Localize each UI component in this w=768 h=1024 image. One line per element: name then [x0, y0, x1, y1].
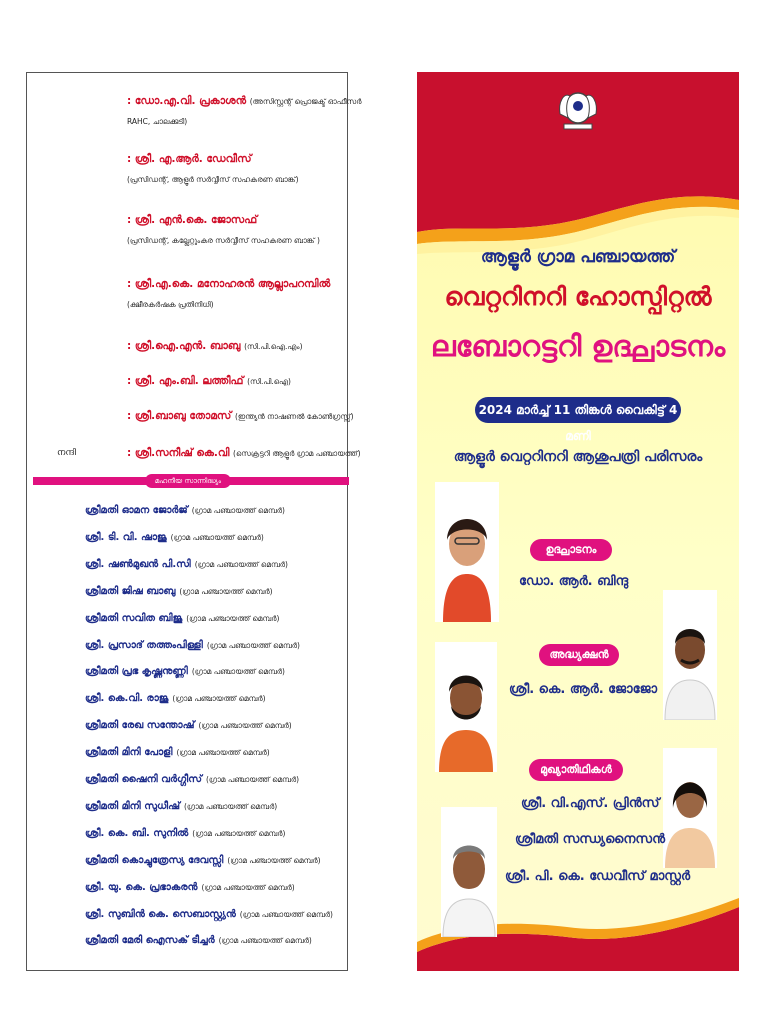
- guest-role: (സെക്രട്ടറി ആളൂർ ഗ്രാമ പഞ്ചായത്ത്): [233, 449, 361, 458]
- guest-name-text: : ശ്രീ. എം.ബി. ലത്തീഫ്: [127, 375, 244, 387]
- member-role: (ഗ്രാമ പഞ്ചായത്ത് മെമ്പർ): [172, 694, 266, 704]
- member-role: (ഗ്രാമ പഞ്ചായത്ത് മെമ്പർ): [194, 559, 288, 569]
- chief-guests-label: മുഖ്യാതിഥികൾ: [529, 759, 623, 781]
- guest-name-text: : ശ്രീ.സനീഷ് കെ.വി: [127, 447, 230, 459]
- member-role: (ഗ്രാമ പഞ്ചായത്ത് മെമ്പർ): [176, 748, 270, 758]
- guest-role: (സി.പി.ഐ.എം): [244, 342, 303, 351]
- member-row: [85, 666, 285, 677]
- kerala-emblem-icon: [554, 84, 602, 140]
- member-row: [85, 882, 295, 893]
- chief-guest-name: ശ്രീ. പി. കെ. ഡേവീസ് മാസ്റ്റർ: [505, 869, 691, 884]
- presence-heading: മഹനീയ സാന്നിദ്ധ്യം: [145, 474, 231, 488]
- member-name: ശ്രീ. കെ.വി. രാജു: [85, 693, 169, 705]
- guest-subtitle: (പ്രസിഡന്റ്, ആളൂർ സർവ്വീസ് സഹകരണ ബാങ്ക്): [127, 175, 299, 184]
- member-role: (ഗ്രാമ പഞ്ചായത്ത് മെമ്പർ): [206, 640, 300, 650]
- guest-entry: [127, 153, 347, 185]
- member-role: (ഗ്രാമ പഞ്ചായത്ത് മെമ്പർ): [218, 936, 312, 946]
- member-role: (ഗ്രാമ പഞ്ചായത്ത് മെമ്പർ): [201, 882, 295, 892]
- member-row: [85, 505, 285, 516]
- member-role: (ഗ്രാമ പഞ്ചായത്ത് മെമ്പർ): [239, 909, 333, 919]
- member-role: (ഗ്രാമ പഞ്ചായത്ത് മെമ്പർ): [205, 775, 300, 784]
- chief-guest-name: ശ്രീമതി സന്ധ്യനൈസൻ: [515, 832, 666, 847]
- member-role: (ഗ്രാമ പഞ്ചായത്ത് മെമ്പർ): [191, 506, 285, 515]
- member-row: [85, 640, 300, 651]
- member-row: [85, 720, 292, 731]
- member-row: [85, 532, 264, 543]
- chief-guest-photo-man: [441, 807, 497, 937]
- member-role: (ഗ്രാമ പഞ്ചായത്ത് മെമ്പർ): [198, 721, 292, 731]
- guest-entry: [127, 95, 362, 127]
- guest-subtitle: (പ്രസിഡന്റ്, കല്ലേറ്റുംകര സർവ്വീസ് സഹകരണ ബാങ്ക് ): [127, 236, 320, 245]
- member-row: [85, 613, 279, 624]
- guest-name-text: : ശ്രീ. എ.ആർ. ഡേവീസ്: [127, 153, 252, 165]
- member-name: ശ്രീമതി ജിഷ ബാബു: [85, 585, 176, 597]
- guest-role: (ഇന്ത്യൻ നാഷണൽ കോൺഗ്രസ്സ്): [235, 412, 354, 421]
- member-name: ശ്രീമതി ഷൈനി വർഗ്ഗീസ്: [85, 774, 202, 785]
- panchayat-title: ആളൂർ ഗ്രാമ പഞ്ചായത്ത്: [480, 247, 676, 267]
- president-label: അദ്ധ്യക്ഷൻ: [539, 644, 619, 666]
- hospital-title: വെറ്ററിനറി ഹോസ്പിറ്റൽ: [444, 282, 712, 311]
- guest-entry: [127, 447, 361, 460]
- event-datetime: 2024 മാർച്ച് 11 തിങ്കൾ വൈകിട്ട് 4 മണി: [475, 397, 681, 423]
- event-venue: ആളൂർ വെറ്ററിനറി ആശുപത്രി പരിസരം: [453, 449, 703, 465]
- member-name: ശ്രീമതി മേരി ഐസക് ടീച്ചർ: [85, 935, 215, 947]
- member-name: ശ്രീമതി മിനി പോളി: [85, 747, 173, 759]
- guest-name-text: : ശ്രീ. എൻ.കെ. ജോസഫ്: [127, 214, 258, 226]
- member-name: ശ്രീ. യു. കെ. പ്രഭാകരൻ: [85, 881, 198, 893]
- member-role: (ഗ്രാമ പഞ്ചായത്ത് മെമ്പർ): [179, 586, 273, 596]
- guest-role: (അസിസ്റ്റന്റ് പ്രൊജക്ട് ഓഫീസർ: [249, 97, 362, 106]
- member-name: ശ്രീ. കെ. ബി. സുനിൽ: [85, 827, 189, 839]
- guest-entry: [127, 410, 354, 423]
- guest-subtitle: (ക്ഷീരകർഷക പ്രതിനിധി): [127, 300, 214, 309]
- member-row: [85, 801, 277, 812]
- member-name: ശ്രീ. സുബിൻ കെ. സെബാസ്റ്റ്യൻ: [85, 908, 236, 920]
- member-row: [85, 855, 321, 866]
- member-name: ശ്രീമതി മിനി സുധീഷ്: [85, 800, 180, 812]
- member-row: [85, 693, 266, 704]
- guest-entry: [127, 214, 347, 246]
- guest-entry: [127, 340, 347, 353]
- guest-entry: [127, 375, 347, 388]
- guest-role: (സി.പി.ഐ): [247, 377, 291, 386]
- guest-name-text: : ശ്രീ.ഐ.എൻ. ബാബു: [127, 340, 241, 352]
- member-role: (ഗ്രാമ പഞ്ചായത്ത് മെമ്പർ): [191, 667, 285, 677]
- member-name: ശ്രീ. ഷൺമുഖൻ പി.സി: [85, 558, 191, 570]
- member-name: ശ്രീമതി സവിത ബിജു: [85, 612, 183, 624]
- member-row: [85, 909, 333, 920]
- chief-guest-name: ശ്രീ. വി.എസ്. പ്രിൻസ്: [521, 796, 660, 811]
- member-row: [85, 828, 285, 839]
- inaugurator-photo: [435, 482, 499, 622]
- member-name: ശ്രീമതി ഓമന ജോർജ്: [85, 505, 188, 516]
- chief-guest-photo-woman: [663, 748, 717, 868]
- president-photo: [663, 590, 717, 720]
- member-row: [85, 559, 288, 570]
- member-role: (ഗ്രാമ പഞ്ചായത്ത് മെമ്പർ): [186, 613, 280, 623]
- guest-name-text: : ഡോ.എ.വി. പ്രകാശൻ: [127, 95, 247, 107]
- member-name: ശ്രീ. പ്രസാദ് തത്തംപിള്ളി: [85, 639, 203, 651]
- member-name: ശ്രീമതി പ്രഭ കൃഷ്ണനുണ്ണി: [85, 666, 188, 678]
- member-name: ശ്രീമതി രേഖ സന്തോഷ്: [85, 720, 195, 732]
- member-role: (ഗ്രാമ പഞ്ചായത്ത് മെമ്പർ): [227, 855, 321, 865]
- president-name: ശ്രീ. കെ. ആർ. ജോജോ: [509, 682, 658, 697]
- guest-name-text: : ശ്രീ.എ.കെ. മനോഹരൻ ആല്ലാപറമ്പിൽ: [127, 278, 331, 290]
- event-title: ലബോറട്ടറി ഉദ്ഘാടനം: [430, 329, 726, 363]
- guest-list-panel: [26, 72, 362, 971]
- member-role: (ഗ്രാമ പഞ്ചായത്ത് മെമ്പർ): [192, 828, 286, 838]
- thanks-label: നന്ദി: [57, 448, 77, 458]
- member-row: [85, 774, 299, 785]
- event-poster: [417, 72, 739, 971]
- member-row: [85, 586, 273, 597]
- member-row: [85, 935, 312, 946]
- member-name: ശ്രീ. ടി. വി. ഷാജു: [85, 531, 167, 543]
- guest-entry: [127, 278, 347, 310]
- guest-name: [127, 95, 362, 108]
- member-row: [85, 747, 270, 758]
- member-role: (ഗ്രാമ പഞ്ചായത്ത് മെമ്പർ): [170, 532, 264, 542]
- guest-name-text: : ശ്രീ.ബാബു തോമസ്: [127, 410, 232, 422]
- president-photo-left: [435, 642, 497, 772]
- inaugurator-name: ഡോ. ആർ. ബിന്ദു: [519, 574, 629, 589]
- member-role: (ഗ്രാമ പഞ്ചായത്ത് മെമ്പർ): [183, 801, 278, 811]
- inaugurator-label: ഉദ്ഘാടനം: [530, 539, 612, 561]
- guest-subtitle: RAHC, ചാലക്കുടി): [127, 117, 188, 126]
- member-name: ശ്രീമതി കൊച്ചുത്രേസ്യ ദേവസ്സി: [85, 854, 224, 866]
